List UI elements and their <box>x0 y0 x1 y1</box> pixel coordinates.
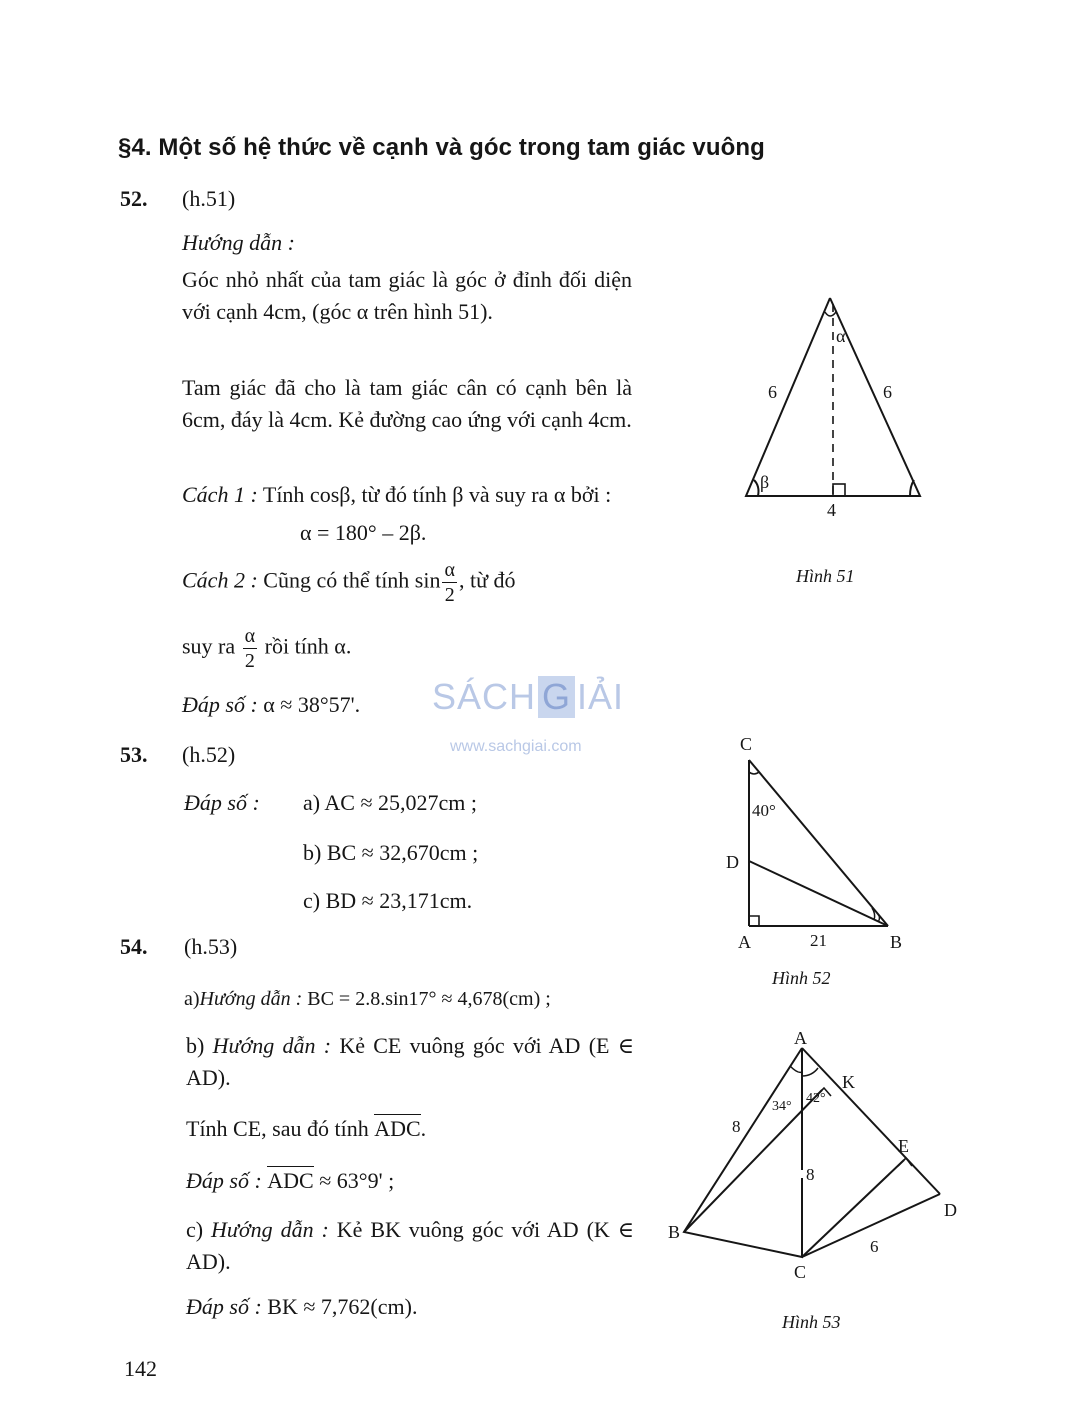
watermark-word-c: IẢI <box>577 676 625 717</box>
p54-c-answer: BK ≈ 7,762(cm). <box>267 1294 418 1319</box>
watermark-word-a: SÁCH <box>432 676 537 717</box>
fig53-label-d: D <box>944 1200 957 1220</box>
p54-b-prefix: b) <box>186 1033 205 1058</box>
section-title: §4. Một số hệ thức về cạnh và góc trong tam giác vuông <box>118 134 765 161</box>
fig53-angle-1: 34° <box>772 1099 792 1114</box>
answer-label-54c: Đáp số : <box>186 1294 262 1319</box>
problem-54-b <box>186 1030 634 1094</box>
fig51-beta-arc <box>754 480 759 496</box>
answer-53-a: a) AC ≈ 25,027cm ; <box>303 790 478 815</box>
fig51-alpha: α <box>836 326 846 346</box>
problem-52-number: 52. <box>120 186 148 211</box>
problem-53-number: 53. <box>120 742 148 767</box>
fig53-cd-label: 6 <box>870 1237 879 1256</box>
method2-line2-b: rồi tính α. <box>264 633 352 659</box>
p54-b-guide: Hướng dẫn : <box>212 1033 332 1058</box>
fraction-denominator: 2 <box>444 584 455 606</box>
answer-52: α ≈ 38°57'. <box>263 692 361 717</box>
problem-52-para1: Góc nhỏ nhất của tam giác là góc ở đỉnh đối diện với cạnh 4cm, (góc α trên hình 51). <box>182 267 632 324</box>
p54-a-formula: BC = 2.8.sin17° ≈ 4,678(cm) ; <box>307 988 551 1010</box>
fig53-ce <box>802 1160 904 1257</box>
answer-label-54b: Đáp số : <box>186 1168 262 1193</box>
fig53-label-e: E <box>898 1136 909 1156</box>
p54-b-text: Kẻ CE vuông góc với AD (E ∈ AD). <box>186 1033 635 1090</box>
answer-label-53: Đáp số : <box>184 790 260 815</box>
p54-a-guide: Hướng dẫn : <box>199 988 303 1010</box>
problem-54-ref: (h.53) <box>184 934 238 959</box>
fraction-numerator-2: α <box>244 625 256 647</box>
problem-54-number: 54. <box>120 934 148 959</box>
problem-54-c-answer <box>186 1294 417 1320</box>
fig51-right-angle <box>833 484 845 496</box>
fig52-right-angle <box>749 916 759 926</box>
fraction-numerator: α <box>444 559 455 581</box>
figure-52 <box>718 730 918 960</box>
alpha-over-2-fraction-2 <box>243 626 257 671</box>
p54-b-answer-value: ≈ 63°9' ; <box>319 1168 395 1193</box>
fig53-caption: Hình 53 <box>782 1312 841 1332</box>
problem-54-b-step: Tính CE, sau đó tính ADC. <box>186 1116 427 1141</box>
angle-adc: ADC <box>374 1116 421 1141</box>
fig53-label-a: A <box>794 1028 807 1048</box>
fig52-label-c: C <box>740 734 753 754</box>
problem-52-guide-label: Hướng dẫn : <box>182 230 295 255</box>
fig51-right-side: 6 <box>883 382 892 402</box>
fig53-angle-2: 42° <box>806 1091 826 1106</box>
fraction-denominator-2: 2 <box>244 650 255 672</box>
fig52-b-arc-2 <box>878 914 880 922</box>
problem-52-method1 <box>182 482 611 508</box>
watermark-logo <box>432 676 624 718</box>
method1-text: Tính cosβ, từ đó tính β và suy ra α bởi : <box>262 482 612 507</box>
watermark-word-b: G <box>538 676 575 718</box>
method1-label: Cách 1 : <box>182 482 258 507</box>
problem-53-ref: (h.52) <box>182 742 236 767</box>
problem-52-para2: Tam giác đã cho là tam giác cân có cạnh bên là 6cm, đáy là 4cm. Kẻ đường cao ứng với cạnh 4cm. <box>182 375 632 432</box>
fig52-label-a: A <box>738 932 751 952</box>
problem-52-method2 <box>182 560 516 605</box>
fig52-db <box>749 861 888 926</box>
fig52-label-d: D <box>726 852 739 872</box>
fig53-ac: 8 <box>806 1165 815 1184</box>
problem-54-b-answer <box>186 1166 394 1194</box>
p54-b-step-a: Tính CE, sau đó tính <box>186 1116 369 1141</box>
fig53-ad <box>802 1048 940 1194</box>
fig53-abc <box>684 1048 802 1257</box>
page-number: 142 <box>124 1356 157 1381</box>
fig53-label-k: K <box>842 1072 855 1092</box>
fig53-a-arc-2 <box>802 1068 818 1076</box>
problem-52-ref: (h.51) <box>182 186 236 211</box>
alpha-over-2-fraction <box>442 560 456 605</box>
fig51-beta: β <box>760 472 770 492</box>
fig53-label-b: B <box>668 1222 681 1242</box>
fig51-left-side: 6 <box>768 382 777 402</box>
fig52-label-b: B <box>890 932 903 952</box>
answer-label-52: Đáp số : <box>182 692 258 717</box>
method2-text-a: Cũng có thể tính sin <box>263 567 441 593</box>
p54-c-prefix: c) <box>186 1217 204 1242</box>
fig53-e-right-angle <box>898 1158 912 1166</box>
fig52-base: 21 <box>810 931 827 950</box>
problem-54-a <box>184 988 551 1011</box>
method2-line2-a: suy ra <box>182 633 236 659</box>
fig52-cb <box>749 760 888 926</box>
problem-52-method2-line2 <box>182 626 351 671</box>
angle-adc-2: ADC <box>267 1168 314 1193</box>
problem-54-c <box>186 1214 634 1278</box>
p54-c-text: Kẻ BK vuông góc với AD (K ∈ AD). <box>186 1217 634 1274</box>
figure-53 <box>660 1020 980 1290</box>
problem-52-answer <box>182 692 360 718</box>
fig52-angle: 40° <box>752 801 776 820</box>
watermark-url: www.sachgiai.com <box>450 738 582 755</box>
fig53-a-arc-1 <box>790 1066 802 1072</box>
fig51-alpha-arc <box>825 312 836 316</box>
fig52-caption: Hình 52 <box>772 968 831 988</box>
method1-formula: α = 180° – 2β. <box>300 520 427 545</box>
p54-c-guide: Hướng dẫn : <box>211 1217 329 1242</box>
method2-text-b: , từ đó <box>458 567 516 593</box>
fig51-base: 4 <box>827 500 836 520</box>
method2-label: Cách 2 : <box>182 567 258 593</box>
figure-51 <box>730 290 970 530</box>
answer-53-c: c) BD ≈ 23,171cm. <box>303 888 473 913</box>
fig53-label-c: C <box>794 1262 807 1282</box>
p54-a-prefix: a) <box>184 988 200 1010</box>
fig51-caption: Hình 51 <box>796 566 855 586</box>
fig53-ab: 8 <box>732 1117 741 1136</box>
answer-53-b: b) BC ≈ 32,670cm ; <box>303 840 479 865</box>
fig51-right-arc <box>910 480 914 496</box>
fig52-c-arc <box>749 772 759 774</box>
